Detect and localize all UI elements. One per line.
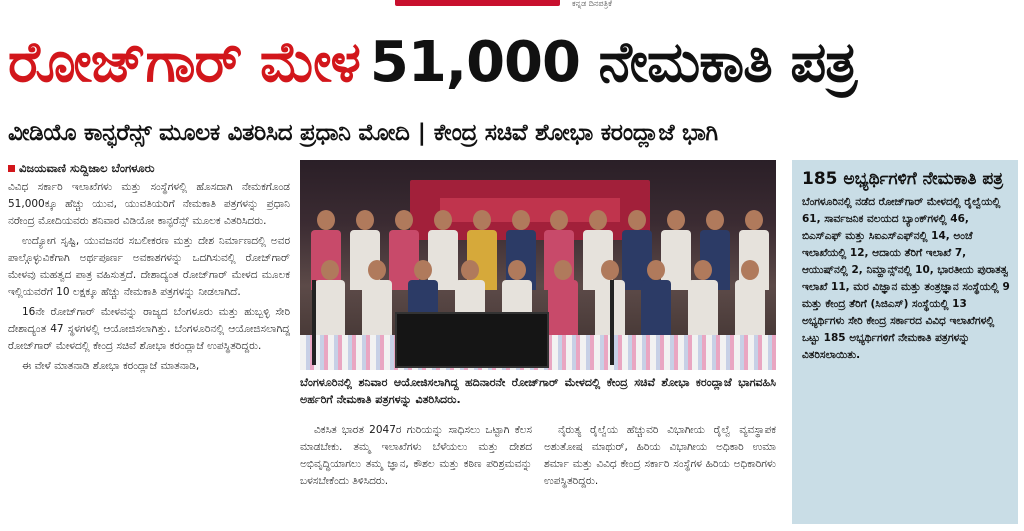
headline-red: ರೋಜ್‌ಗಾರ್ ಮೇಳ [8,30,360,95]
subheadline [8,112,1018,154]
camera-tripod [610,280,614,365]
sidebar-title: 185 ಅಭ್ಯರ್ಥಿಗಳಿಗೆ ನೇಮಕಾತಿ ಪತ್ರ [802,169,1004,189]
camera-tripod [312,280,316,365]
paragraph: ನೈರುತ್ಯ ರೈಲ್ವೆಯ ಹೆಚ್ಚುವರಿ ವಿಭಾಗೀಯ ರೈಲ್ವೆ ವ್ಯವಸ್ಥಾಪಕ ಅಶುತೋಷ ಮಾಥುರ್, ಹಿರಿಯ ವಿಭಾಗೀಯ ಅಧಿಕಾರಿ ಉಮಾ ಶರ್ಮಾ ಮತ್ತು ವಿವಿಧ ಕೇಂದ್ರ ಸರ್ಕಾರಿ ಸಂಸ್ಥೆಗಳ ಹಿರಿಯ ಅಧಿಕಾರಿಗಳು ಉಪಸ್ಥಿತರಿದ್ದರು. [544,424,776,487]
sidebar-body: ಬೆಂಗಳೂರಿನಲ್ಲಿ ನಡೆದ ರೋಜ್‌ಗಾರ್ ಮೇಳದಲ್ಲಿ ರೈಲ್ವೆಯಲ್ಲಿ 61, ಸಾರ್ವಜನಿಕ ವಲಯದ ಬ್ಯಾಂಕ್‌ಗಳಲ್ಲಿ 46, ಬಿಎಸ್‌ಎಫ್ ಮತ್ತು ಸಿಐಎಸ್‌ಎಫ್‌ನಲ್ಲಿ 14, ಅಂಚೆ ಇಲಾಖೆಯಲ್ಲಿ 12, ಆದಾಯ ತೆರಿಗೆ ಇಲಾಖೆ 7, ಆಯುಷ್‌ನಲ್ಲಿ 2, ನಿಮ್ಹಾನ್ಸ್‌ನಲ್ಲಿ 10, ಭಾರತೀಯ ಪುರಾತತ್ವ ಇಲಾಖೆ 11, ಮರ ವಿಜ್ಞಾನ ಮತ್ತು ತಂತ್ರಜ್ಞಾನ ಸಂಸ್ಥೆಯಲ್ಲಿ 9 ಮತ್ತು ಕೇಂದ್ರ ತೆರಿಗೆ (ಸಿಜಿಎಸ್) ಸಂಸ್ಥೆಯಲ್ಲಿ 13 ಅಭ್ಯರ್ಥಿಗಳು ಸೇರಿ ಕೇಂದ್ರ ಸರ್ಕಾರದ ವಿವಿಧ ಇಲಾಖೆಗಳಲ್ಲಿ ಒಟ್ಟು 185 ಅಭ್ಯರ್ಥಿಗಳಿಗೆ ನೇಮಕಾತಿ ಪತ್ರಗಳನ್ನು ವಿತರಿಸಲಾಯಿತು. [802,196,1010,361]
paragraph: ವಿಕಸಿತ ಭಾರತ 2047ರ ಗುರಿಯನ್ನು ಸಾಧಿಸಲು ಒಟ್ಟಾಗಿ ಕೆಲಸ ಮಾಡಬೇಕು. ತಮ್ಮ ಇಲಾಖೆಗಳು ಬೆಳೆಯಲು ಮತ್ತು ದೇಶದ ಅಭಿವೃದ್ಧಿಯಾಗಲು ತಮ್ಮ ಜ್ಞಾನ, ಕೌಶಲ ಮತ್ತು ಕಠಿಣ ಪರಿಶ್ರಮವನ್ನು ಬಳಸಬೇಕೆಂದು ತಿಳಿಸಿದರು. [300,424,532,487]
paragraph: ಈ ವೇಳೆ ಮಾತನಾಡಿ ಶೋಭಾ ಕರಂದ್ಲಾಜೆ ಮಾತನಾಡಿ, [22,360,200,372]
paragraph: ಉದ್ಯೋಗ ಸೃಷ್ಟಿ, ಯುವಜನರ ಸಬಲೀಕರಣ ಮತ್ತು ದೇಶ ನಿರ್ಮಾಣದಲ್ಲಿ ಅವರ ಪಾಲ್ಗೊಳ್ಳುವಿಕೆಗಾಗಿ ಅರ್ಥಪೂರ್ಣ ಅವಕಾಶಗಳನ್ನು ಒದಗಿಸುವಲ್ಲಿ ರೋಜ್‌ಗಾರ್ ಮೇಳವು ಮಹತ್ವದ ಪಾತ್ರ ವಹಿಸುತ್ತದೆ. ದೇಶಾದ್ಯಂತ ರೋಜ್‌ಗಾರ್ ಮೇಳದ ಮೂಲಕ ಇಲ್ಲಿಯವರೆಗೆ 10 ಲಕ್ಷಕ್ಕೂ ಹೆಚ್ಚು ನೇಮಕಾತಿ ಪತ್ರಗಳನ್ನು ನೀಡಲಾಗಿದೆ. [8,235,290,298]
event-photo [300,160,776,370]
middle-article-column-2 [544,422,776,531]
headline-black: 51,000 ನೇಮಕಾತಿ ಪತ್ರ [369,30,857,95]
left-article-column [8,160,290,531]
paragraph: 16ನೇ ರೋಜ್‌ಗಾರ್ ಮೇಳವನ್ನು ರಾಜ್ಯದ ಬೆಂಗಳೂರು ಮತ್ತು ಹುಬ್ಬಳ್ಳಿ ಸೇರಿ ದೇಶಾದ್ಯಂತ 47 ಸ್ಥಳಗಳಲ್ಲಿ ಆಯೋಜಿಸಲಾಗಿತ್ತು. ಬೆಂಗಳೂರಿನಲ್ಲಿ ಆಯೋಜಿಸಲಾಗಿದ್ದ ರೋಜ್‌ಗಾರ್ ಮೇಳದಲ್ಲಿ ಕೇಂದ್ರ ಸಚಿವೆ ಶೋಭಾ ಕರಂದ್ಲಾಜೆ ಉಪಸ್ಥಿತರಿದ್ದರು. [8,306,290,352]
masthead [0,0,1024,12]
headline [8,22,1018,104]
photo-caption: ಬೆಂಗಳೂರಿನಲ್ಲಿ ಶನಿವಾರ ಆಯೋಜಿಸಲಾಗಿದ್ದ ಹದಿನಾರನೇ ರೋಜ್‌ಗಾರ್ ಮೇಳದಲ್ಲಿ ಕೇಂದ್ರ ಸಚಿವೆ ಶೋಭಾ ಕರಂದ್ಲಾಜೆ ಭಾಗವಹಿಸಿ ಅರ್ಹರಿಗೆ ನೇಮಕಾತಿ ಪತ್ರಗಳನ್ನು ವಿತರಿಸಿದರು. [300,376,776,406]
video-screen [395,312,549,368]
square-bullet-icon [8,165,15,172]
newspaper-logo [395,0,560,6]
paragraph: ವಿವಿಧ ಸರ್ಕಾರಿ ಇಲಾಖೆಗಳು ಮತ್ತು ಸಂಸ್ಥೆಗಳಲ್ಲಿ ಹೊಸದಾಗಿ ನೇಮಕಗೊಂಡ 51,000ಕ್ಕೂ ಹೆಚ್ಚು ಯುವ, ಯುವತಿಯರಿಗೆ ನೇಮಕಾತಿ ಪತ್ರಗಳನ್ನು ಪ್ರಧಾನಿ ನರೇಂದ್ರ ಮೋದಿಯವರು ಶನಿವಾರ ವಿಡಿಯೋ ಕಾನ್ಫರೆನ್ಸ್ ಮೂಲಕ ವಿತರಿಸಿದರು. [8,181,290,227]
byline [8,160,290,177]
subhead-right: ಕೇಂದ್ರ ಸಚಿವೆ ಶೋಭಾ ಕರಂದ್ಲಾಜೆ ಭಾಗಿ [433,120,718,146]
byline-text: ವಿಜಯವಾಣಿ ಸುದ್ದಿಜಾಲ ಬೆಂಗಳೂರು [19,161,155,175]
subhead-left: ವೀಡಿಯೊ ಕಾನ್ಫರೆನ್ಸ್ ಮೂಲಕ ವಿತರಿಸಿದ ಪ್ರಧಾನಿ ಮೋದಿ [8,120,410,146]
middle-article-column-1 [300,422,532,531]
subhead-separator: | [417,120,426,146]
sidebar-box [792,160,1018,524]
masthead-tagline: ಕನ್ನಡ ದಿನಪತ್ರಿಕೆ [572,0,613,8]
